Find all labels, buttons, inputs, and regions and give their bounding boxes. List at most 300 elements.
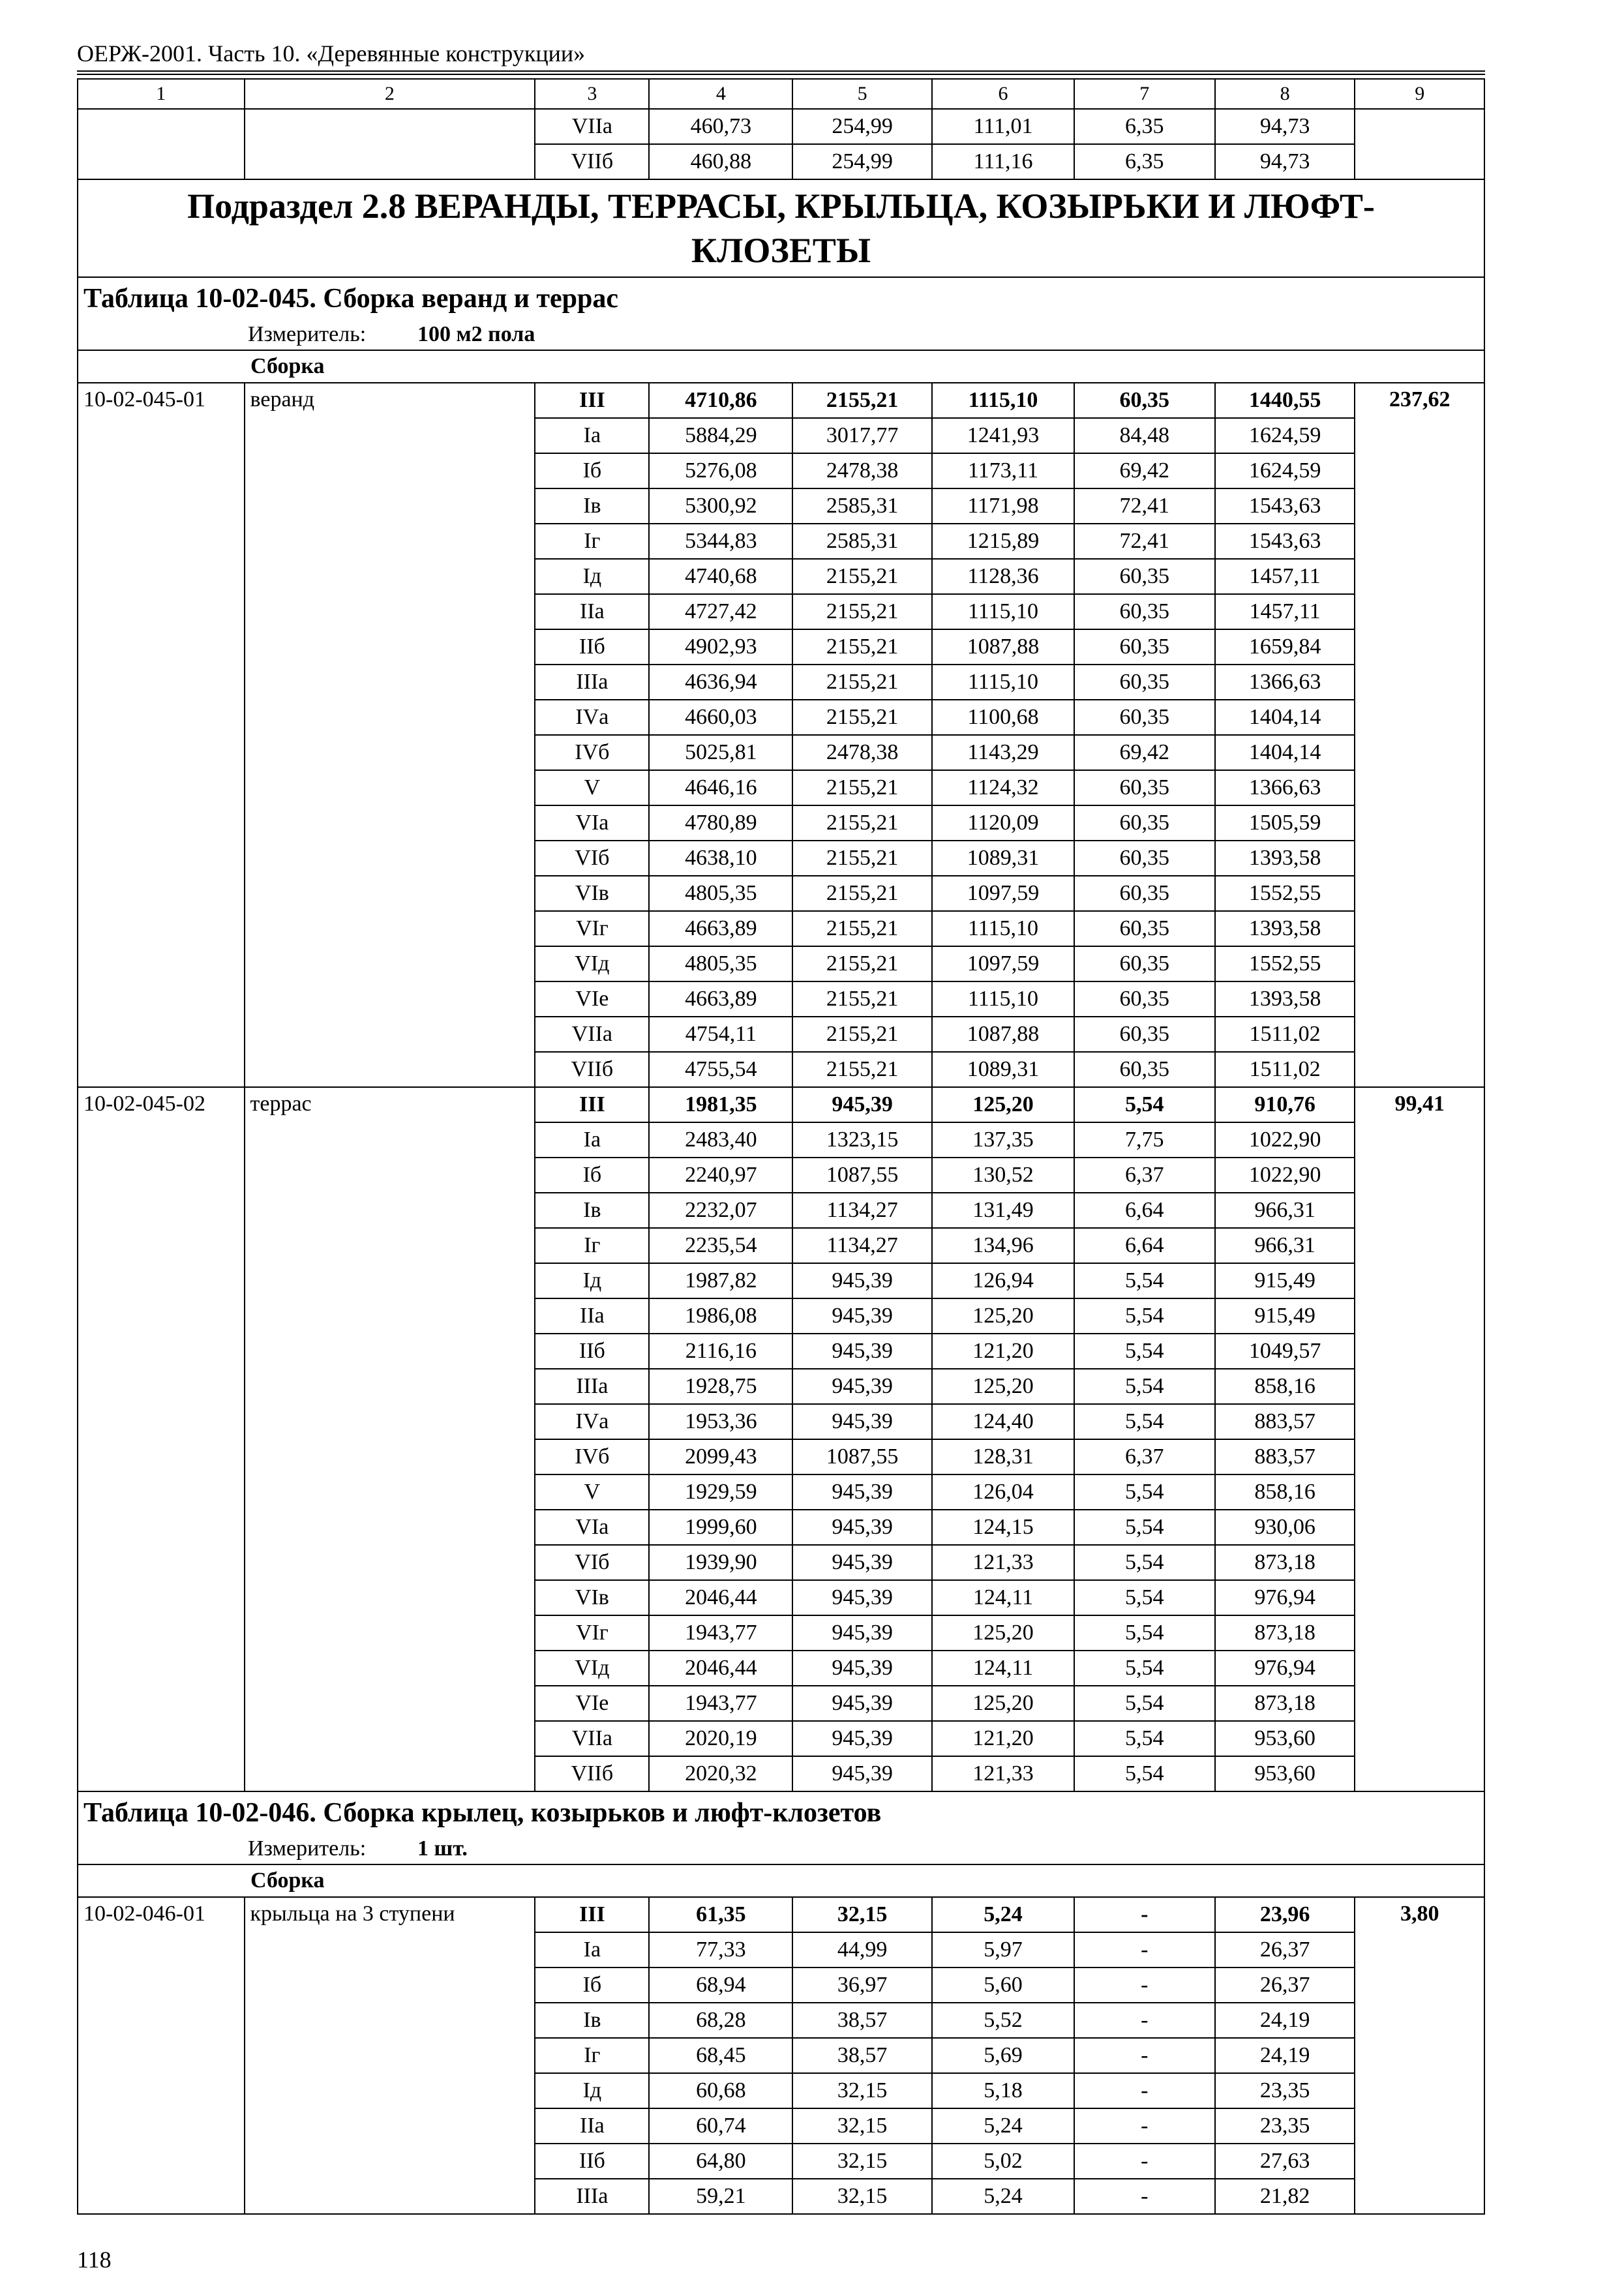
zone-cell: Iг (535, 524, 649, 559)
zone-cell: V (535, 1474, 649, 1510)
zone-cell: VIе (535, 981, 649, 1017)
value-cell: 2046,44 (649, 1651, 792, 1686)
value-cell: 32,15 (792, 2144, 932, 2179)
value-cell: 21,82 (1215, 2179, 1355, 2214)
empty-cell (1355, 109, 1484, 179)
value-cell: 60,35 (1074, 770, 1215, 805)
column-number: 3 (535, 79, 649, 109)
value-cell: 945,39 (792, 1510, 932, 1545)
value-cell: 1393,58 (1215, 911, 1355, 946)
value-cell: 59,21 (649, 2179, 792, 2214)
value-cell: 1115,10 (932, 911, 1074, 946)
value-cell: 94,73 (1215, 109, 1355, 144)
value-cell: 68,28 (649, 2003, 792, 2038)
zone-cell: IVб (535, 735, 649, 770)
zone-cell: Iг (535, 1228, 649, 1263)
value-cell: 69,42 (1074, 735, 1215, 770)
value-cell: 7,75 (1074, 1122, 1215, 1158)
empty-cell (245, 109, 535, 179)
value-cell: 1552,55 (1215, 876, 1355, 911)
zone-cell: VIIа (535, 1721, 649, 1756)
value-cell: 945,39 (792, 1545, 932, 1580)
value-cell: 4727,42 (649, 594, 792, 629)
value-cell: 2155,21 (792, 629, 932, 665)
zone-cell: VIв (535, 876, 649, 911)
value-cell: 2155,21 (792, 876, 932, 911)
value-cell: 858,16 (1215, 1474, 1355, 1510)
column-number: 5 (792, 79, 932, 109)
value-cell: - (1074, 2179, 1215, 2214)
value-cell: 131,49 (932, 1193, 1074, 1228)
value-cell: 2155,21 (792, 805, 932, 841)
measure-row (78, 320, 1484, 350)
value-cell: 2155,21 (792, 700, 932, 735)
value-cell: 2155,21 (792, 665, 932, 700)
item-name: крыльца на 3 ступени (245, 1897, 535, 2214)
value-cell: 945,39 (792, 1615, 932, 1651)
value-cell: 1366,63 (1215, 665, 1355, 700)
value-cell: 1173,11 (932, 453, 1074, 488)
price-table (77, 78, 1485, 2215)
zone-cell: VIа (535, 1510, 649, 1545)
value-cell: - (1074, 2038, 1215, 2073)
zone-cell: Iб (535, 453, 649, 488)
value-cell: 60,35 (1074, 700, 1215, 735)
value-cell: 5,54 (1074, 1545, 1215, 1580)
value-cell: 125,20 (932, 1686, 1074, 1721)
value-cell: 2155,21 (792, 1017, 932, 1052)
value-cell: 32,15 (792, 1897, 932, 1932)
value-cell: 4902,93 (649, 629, 792, 665)
value-cell: 976,94 (1215, 1651, 1355, 1686)
value-cell: 2046,44 (649, 1580, 792, 1615)
value-cell: 1087,88 (932, 629, 1074, 665)
value-cell: 134,96 (932, 1228, 1074, 1263)
value-cell: 5,54 (1074, 1298, 1215, 1334)
value-cell: 1087,88 (932, 1017, 1074, 1052)
value-cell: - (1074, 2144, 1215, 2179)
value-cell: 1987,82 (649, 1263, 792, 1298)
value-cell: 5300,92 (649, 488, 792, 524)
value-cell: 5,54 (1074, 1510, 1215, 1545)
table-row (78, 109, 1484, 144)
measure-cell (78, 320, 1484, 350)
value-cell: 1511,02 (1215, 1017, 1355, 1052)
value-cell: 883,57 (1215, 1439, 1355, 1474)
zone-cell: IVб (535, 1439, 649, 1474)
value-cell: 111,01 (932, 109, 1074, 144)
value-cell: 4805,35 (649, 946, 792, 981)
column-number: 6 (932, 79, 1074, 109)
table-title-row (78, 1791, 1484, 1834)
value-cell: - (1074, 1932, 1215, 1967)
value-cell: 945,39 (792, 1756, 932, 1791)
value-cell: 1929,59 (649, 1474, 792, 1510)
value-cell: 5,24 (932, 2108, 1074, 2144)
table-row (78, 383, 1484, 418)
value-cell: 23,35 (1215, 2108, 1355, 2144)
value-cell: 1134,27 (792, 1193, 932, 1228)
value-cell: 6,37 (1074, 1158, 1215, 1193)
value-cell: 4755,54 (649, 1052, 792, 1087)
zone-cell: VIд (535, 1651, 649, 1686)
value-cell: 5,54 (1074, 1334, 1215, 1369)
value-cell: 1089,31 (932, 841, 1074, 876)
value-cell: 2585,31 (792, 524, 932, 559)
value-cell: 910,76 (1215, 1087, 1355, 1122)
value-cell: 883,57 (1215, 1404, 1355, 1439)
value-cell: 4636,94 (649, 665, 792, 700)
zone-cell: VIб (535, 841, 649, 876)
value-cell: 32,15 (792, 2073, 932, 2108)
zone-cell: Iб (535, 1967, 649, 2003)
value-cell: 953,60 (1215, 1721, 1355, 1756)
value-cell: 1134,27 (792, 1228, 932, 1263)
measure-row (78, 1834, 1484, 1864)
value-cell: 945,39 (792, 1298, 932, 1334)
zone-cell: VIг (535, 1615, 649, 1651)
value-cell: 1115,10 (932, 594, 1074, 629)
value-cell: 1981,35 (649, 1087, 792, 1122)
value-cell: 2155,21 (792, 911, 932, 946)
value-cell: 4780,89 (649, 805, 792, 841)
value-cell: 1128,36 (932, 559, 1074, 594)
value-cell: 60,68 (649, 2073, 792, 2108)
value-cell: 2483,40 (649, 1122, 792, 1158)
value-cell: 858,16 (1215, 1369, 1355, 1404)
value-cell: 5,54 (1074, 1686, 1215, 1721)
table-row (78, 1897, 1484, 1932)
value-cell: 4754,11 (649, 1017, 792, 1052)
value-cell: 126,04 (932, 1474, 1074, 1510)
value-cell: - (1074, 2108, 1215, 2144)
value-cell: 945,39 (792, 1087, 932, 1122)
zone-cell: IIа (535, 2108, 649, 2144)
value-cell: 5,54 (1074, 1474, 1215, 1510)
value-cell: - (1074, 1897, 1215, 1932)
value-cell: 137,35 (932, 1122, 1074, 1158)
item-total: 99,41 (1355, 1087, 1484, 1791)
value-cell: 2235,54 (649, 1228, 792, 1263)
value-cell: 945,39 (792, 1651, 932, 1686)
column-number: 4 (649, 79, 792, 109)
empty-cell (78, 109, 245, 179)
value-cell: 128,31 (932, 1439, 1074, 1474)
zone-cell: Iб (535, 1158, 649, 1193)
value-cell: 1943,77 (649, 1615, 792, 1651)
zone-cell: Iг (535, 2038, 649, 2073)
zone-cell: VIе (535, 1686, 649, 1721)
zone-cell: III (535, 1897, 649, 1932)
value-cell: 1087,55 (792, 1158, 932, 1193)
value-cell: 460,88 (649, 144, 792, 179)
zone-cell: IIIа (535, 2179, 649, 2214)
value-cell: 5025,81 (649, 735, 792, 770)
column-number: 1 (78, 79, 245, 109)
value-cell: 32,15 (792, 2108, 932, 2144)
value-cell: 5,54 (1074, 1369, 1215, 1404)
zone-cell: IIб (535, 629, 649, 665)
value-cell: 1100,68 (932, 700, 1074, 735)
value-cell: 27,63 (1215, 2144, 1355, 2179)
value-cell: 1393,58 (1215, 981, 1355, 1017)
column-number: 7 (1074, 79, 1215, 109)
item-code: 10-02-045-01 (78, 383, 245, 1087)
value-cell: 1543,63 (1215, 488, 1355, 524)
value-cell: 1241,93 (932, 418, 1074, 453)
measure-label: Измеритель: (248, 1836, 367, 1861)
value-cell: 1393,58 (1215, 841, 1355, 876)
value-cell: 966,31 (1215, 1193, 1355, 1228)
value-cell: 2099,43 (649, 1439, 792, 1474)
zone-cell: Iа (535, 418, 649, 453)
zone-cell: IVа (535, 1404, 649, 1439)
value-cell: 60,35 (1074, 383, 1215, 418)
value-cell: 5,54 (1074, 1404, 1215, 1439)
value-cell: 1022,90 (1215, 1122, 1355, 1158)
zone-cell: VIIа (535, 109, 649, 144)
item-name: веранд (245, 383, 535, 1087)
value-cell: 2020,19 (649, 1721, 792, 1756)
zone-cell: IIб (535, 2144, 649, 2179)
value-cell: 915,49 (1215, 1263, 1355, 1298)
value-cell: 94,73 (1215, 144, 1355, 179)
item-total: 237,62 (1355, 383, 1484, 1087)
value-cell: 945,39 (792, 1404, 932, 1439)
value-cell: 5,69 (932, 2038, 1074, 2073)
value-cell: 2240,97 (649, 1158, 792, 1193)
value-cell: 1097,59 (932, 876, 1074, 911)
value-cell: 60,35 (1074, 629, 1215, 665)
value-cell: 1457,11 (1215, 559, 1355, 594)
zone-cell: Iв (535, 2003, 649, 2038)
value-cell: 1953,36 (649, 1404, 792, 1439)
value-cell: 84,48 (1074, 418, 1215, 453)
zone-cell: III (535, 383, 649, 418)
value-cell: 5,02 (932, 2144, 1074, 2179)
value-cell: 5,60 (932, 1967, 1074, 2003)
zone-cell: IIб (535, 1334, 649, 1369)
value-cell: 1404,14 (1215, 700, 1355, 735)
work-label: Сборка (78, 350, 1484, 383)
value-cell: 69,42 (1074, 453, 1215, 488)
value-cell: 60,35 (1074, 594, 1215, 629)
value-cell: 976,94 (1215, 1580, 1355, 1615)
value-cell: 2155,21 (792, 559, 932, 594)
value-cell: 60,35 (1074, 876, 1215, 911)
value-cell: 26,37 (1215, 1967, 1355, 2003)
value-cell: 1097,59 (932, 946, 1074, 981)
value-cell: 24,19 (1215, 2003, 1355, 2038)
value-cell: 6,64 (1074, 1228, 1215, 1263)
zone-cell: VIд (535, 946, 649, 981)
value-cell: 130,52 (932, 1158, 1074, 1193)
value-cell: 1457,11 (1215, 594, 1355, 629)
value-cell: 124,11 (932, 1580, 1074, 1615)
value-cell: 44,99 (792, 1932, 932, 1967)
value-cell: 2116,16 (649, 1334, 792, 1369)
zone-cell: VIIа (535, 1017, 649, 1052)
value-cell: 125,20 (932, 1298, 1074, 1334)
value-cell: 254,99 (792, 144, 932, 179)
value-cell: 460,73 (649, 109, 792, 144)
value-cell: 4663,89 (649, 981, 792, 1017)
zone-cell: VIIб (535, 1052, 649, 1087)
value-cell: 1624,59 (1215, 453, 1355, 488)
value-cell: 60,35 (1074, 1017, 1215, 1052)
value-cell: 1171,98 (932, 488, 1074, 524)
value-cell: 1323,15 (792, 1122, 932, 1158)
value-cell: 945,39 (792, 1334, 932, 1369)
value-cell: 5,54 (1074, 1651, 1215, 1686)
table-title-row (78, 277, 1484, 320)
zone-cell: Iв (535, 488, 649, 524)
value-cell: 5,54 (1074, 1263, 1215, 1298)
value-cell: 2155,21 (792, 841, 932, 876)
value-cell: 915,49 (1215, 1298, 1355, 1334)
column-number: 2 (245, 79, 535, 109)
value-cell: 2232,07 (649, 1193, 792, 1228)
table-title: Таблица 10-02-046. Сборка крылец, козырьков и люфт-клозетов (78, 1791, 1484, 1834)
value-cell: 1552,55 (1215, 946, 1355, 981)
value-cell: 1124,32 (932, 770, 1074, 805)
value-cell: - (1074, 1967, 1215, 2003)
value-cell: 68,94 (649, 1967, 792, 2003)
value-cell: 6,64 (1074, 1193, 1215, 1228)
value-cell: 945,39 (792, 1474, 932, 1510)
zone-cell: Iд (535, 559, 649, 594)
value-cell: 121,20 (932, 1334, 1074, 1369)
value-cell: 1404,14 (1215, 735, 1355, 770)
value-cell: 5,54 (1074, 1756, 1215, 1791)
value-cell: 945,39 (792, 1263, 932, 1298)
value-cell: 24,19 (1215, 2038, 1355, 2073)
zone-cell: IIа (535, 594, 649, 629)
column-number: 9 (1355, 79, 1484, 109)
value-cell: 930,06 (1215, 1510, 1355, 1545)
value-cell: 873,18 (1215, 1545, 1355, 1580)
value-cell: 1049,57 (1215, 1334, 1355, 1369)
zone-cell: IIа (535, 1298, 649, 1334)
value-cell: 2020,32 (649, 1756, 792, 1791)
zone-cell: Iа (535, 1932, 649, 1967)
zone-cell: III (535, 1087, 649, 1122)
value-cell: 60,35 (1074, 911, 1215, 946)
value-cell: 5344,83 (649, 524, 792, 559)
value-cell: 1939,90 (649, 1545, 792, 1580)
value-cell: 124,40 (932, 1404, 1074, 1439)
value-cell: 1215,89 (932, 524, 1074, 559)
page-number: 118 (77, 2247, 112, 2273)
value-cell: 5,54 (1074, 1580, 1215, 1615)
table-row (78, 1087, 1484, 1122)
value-cell: 1928,75 (649, 1369, 792, 1404)
value-cell: 1659,84 (1215, 629, 1355, 665)
measure-value: 100 м2 пола (417, 322, 535, 346)
value-cell: 5,18 (932, 2073, 1074, 2108)
page-header: ОЕРЖ-2001. Часть 10. «Деревянные конструкции» (77, 40, 586, 67)
zone-cell: VIб (535, 1545, 649, 1580)
value-cell: 5,52 (932, 2003, 1074, 2038)
zone-cell: IVа (535, 700, 649, 735)
work-label: Сборка (78, 1864, 1484, 1897)
header-rule (77, 70, 1485, 75)
zone-cell: VIг (535, 911, 649, 946)
value-cell: 6,35 (1074, 144, 1215, 179)
value-cell: 60,35 (1074, 805, 1215, 841)
value-cell: 125,20 (932, 1087, 1074, 1122)
value-cell: 72,41 (1074, 524, 1215, 559)
value-cell: 1943,77 (649, 1686, 792, 1721)
value-cell: 60,74 (649, 2108, 792, 2144)
value-cell: 72,41 (1074, 488, 1215, 524)
value-cell: 5,54 (1074, 1721, 1215, 1756)
value-cell: 4660,03 (649, 700, 792, 735)
value-cell: 1115,10 (932, 665, 1074, 700)
value-cell: 1115,10 (932, 383, 1074, 418)
value-cell: 4710,86 (649, 383, 792, 418)
value-cell: 5884,29 (649, 418, 792, 453)
value-cell: 254,99 (792, 109, 932, 144)
value-cell: 4805,35 (649, 876, 792, 911)
value-cell: 1089,31 (932, 1052, 1074, 1087)
value-cell: 945,39 (792, 1580, 932, 1615)
item-code: 10-02-046-01 (78, 1897, 245, 2214)
value-cell: 61,35 (649, 1897, 792, 1932)
value-cell: 1087,55 (792, 1439, 932, 1474)
value-cell: 126,94 (932, 1263, 1074, 1298)
value-cell: 2155,21 (792, 383, 932, 418)
zone-cell: Iд (535, 2073, 649, 2108)
value-cell: 36,97 (792, 1967, 932, 2003)
column-number: 8 (1215, 79, 1355, 109)
value-cell: 2155,21 (792, 981, 932, 1017)
value-cell: 5,97 (932, 1932, 1074, 1967)
item-total: 3,80 (1355, 1897, 1484, 2214)
value-cell: 1440,55 (1215, 383, 1355, 418)
value-cell: - (1074, 2003, 1215, 2038)
value-cell: 953,60 (1215, 1756, 1355, 1791)
zone-cell: IIIа (535, 1369, 649, 1404)
value-cell: 68,45 (649, 2038, 792, 2073)
value-cell: 125,20 (932, 1615, 1074, 1651)
value-cell: 121,33 (932, 1545, 1074, 1580)
value-cell: 2155,21 (792, 946, 932, 981)
value-cell: 945,39 (792, 1369, 932, 1404)
zone-cell: VIа (535, 805, 649, 841)
zone-cell: VIIб (535, 1756, 649, 1791)
value-cell: 23,96 (1215, 1897, 1355, 1932)
value-cell: 4646,16 (649, 770, 792, 805)
value-cell: 873,18 (1215, 1686, 1355, 1721)
item-code: 10-02-045-02 (78, 1087, 245, 1791)
value-cell: 60,35 (1074, 946, 1215, 981)
value-cell: 1624,59 (1215, 418, 1355, 453)
value-cell: 60,35 (1074, 665, 1215, 700)
value-cell: 2478,38 (792, 735, 932, 770)
value-cell: 1366,63 (1215, 770, 1355, 805)
value-cell: 38,57 (792, 2038, 932, 2073)
value-cell: 125,20 (932, 1369, 1074, 1404)
value-cell: 121,20 (932, 1721, 1074, 1756)
value-cell: 38,57 (792, 2003, 932, 2038)
value-cell: 3017,77 (792, 418, 932, 453)
value-cell: 1115,10 (932, 981, 1074, 1017)
value-cell: 5276,08 (649, 453, 792, 488)
value-cell: 945,39 (792, 1721, 932, 1756)
value-cell: 966,31 (1215, 1228, 1355, 1263)
value-cell: 60,35 (1074, 841, 1215, 876)
